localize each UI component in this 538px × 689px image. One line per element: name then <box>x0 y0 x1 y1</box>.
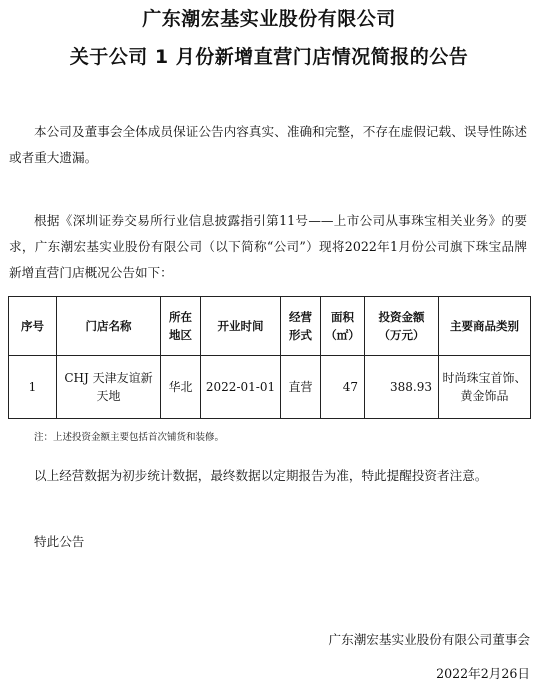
header-mode: 经营 形式 <box>281 297 321 356</box>
guarantee-paragraph: 本公司及董事会全体成员保证公告内容真实、准确和完整，不存在虚假记载、误导性陈述或者重大遗漏。 <box>9 124 527 165</box>
table-header-row <box>9 297 531 356</box>
header-category: 主要商品类别 <box>439 297 531 356</box>
header-area: 面积 （㎡） <box>321 297 365 356</box>
table-note: 注：上述投资金额主要包括首次铺货和装修。 <box>34 432 225 443</box>
header-region: 所在 地区 <box>161 297 201 356</box>
cell-store-name: CHJ 天津友谊新天地 <box>57 356 161 419</box>
header-open-date: 开业时间 <box>201 297 281 356</box>
cell-category: 时尚珠宝首饰、黄金饰品 <box>439 356 531 419</box>
header-investment: 投资金额 （万元） <box>365 297 439 356</box>
store-table <box>8 296 531 419</box>
stats-paragraph: 以上经营数据为初步统计数据，最终数据以定期报告为准，特此提醒投资者注意。 <box>34 468 488 483</box>
cell-area: 47 <box>321 356 365 419</box>
cell-seq: 1 <box>9 356 57 419</box>
header-seq: 序号 <box>9 297 57 356</box>
cell-open-date: 2022-01-01 <box>201 356 281 419</box>
closing-paragraph: 特此公告 <box>34 534 85 549</box>
cell-mode: 直营 <box>281 356 321 419</box>
signature-company: 广东潮宏基实业股份有限公司董事会 <box>328 632 530 647</box>
cell-region: 华北 <box>161 356 201 419</box>
document-title-line1: 广东潮宏基实业股份有限公司 <box>142 8 396 30</box>
signature-date: 2022年2月26日 <box>436 666 530 681</box>
table-row <box>9 356 531 419</box>
intro-paragraph: 根据《深圳证券交易所行业信息披露指引第11号——上市公司从事珠宝相关业务》的要求，广东潮宏基实业股份有限公司（以下简称“公司”）现将2022年1月份公司旗下珠宝品牌新增直营门店概况公告如下： <box>9 213 527 280</box>
document-title-line2: 关于公司 1 月份新增直营门店情况简报的公告 <box>69 46 469 68</box>
cell-investment: 388.93 <box>365 356 439 419</box>
header-store-name: 门店名称 <box>57 297 161 356</box>
